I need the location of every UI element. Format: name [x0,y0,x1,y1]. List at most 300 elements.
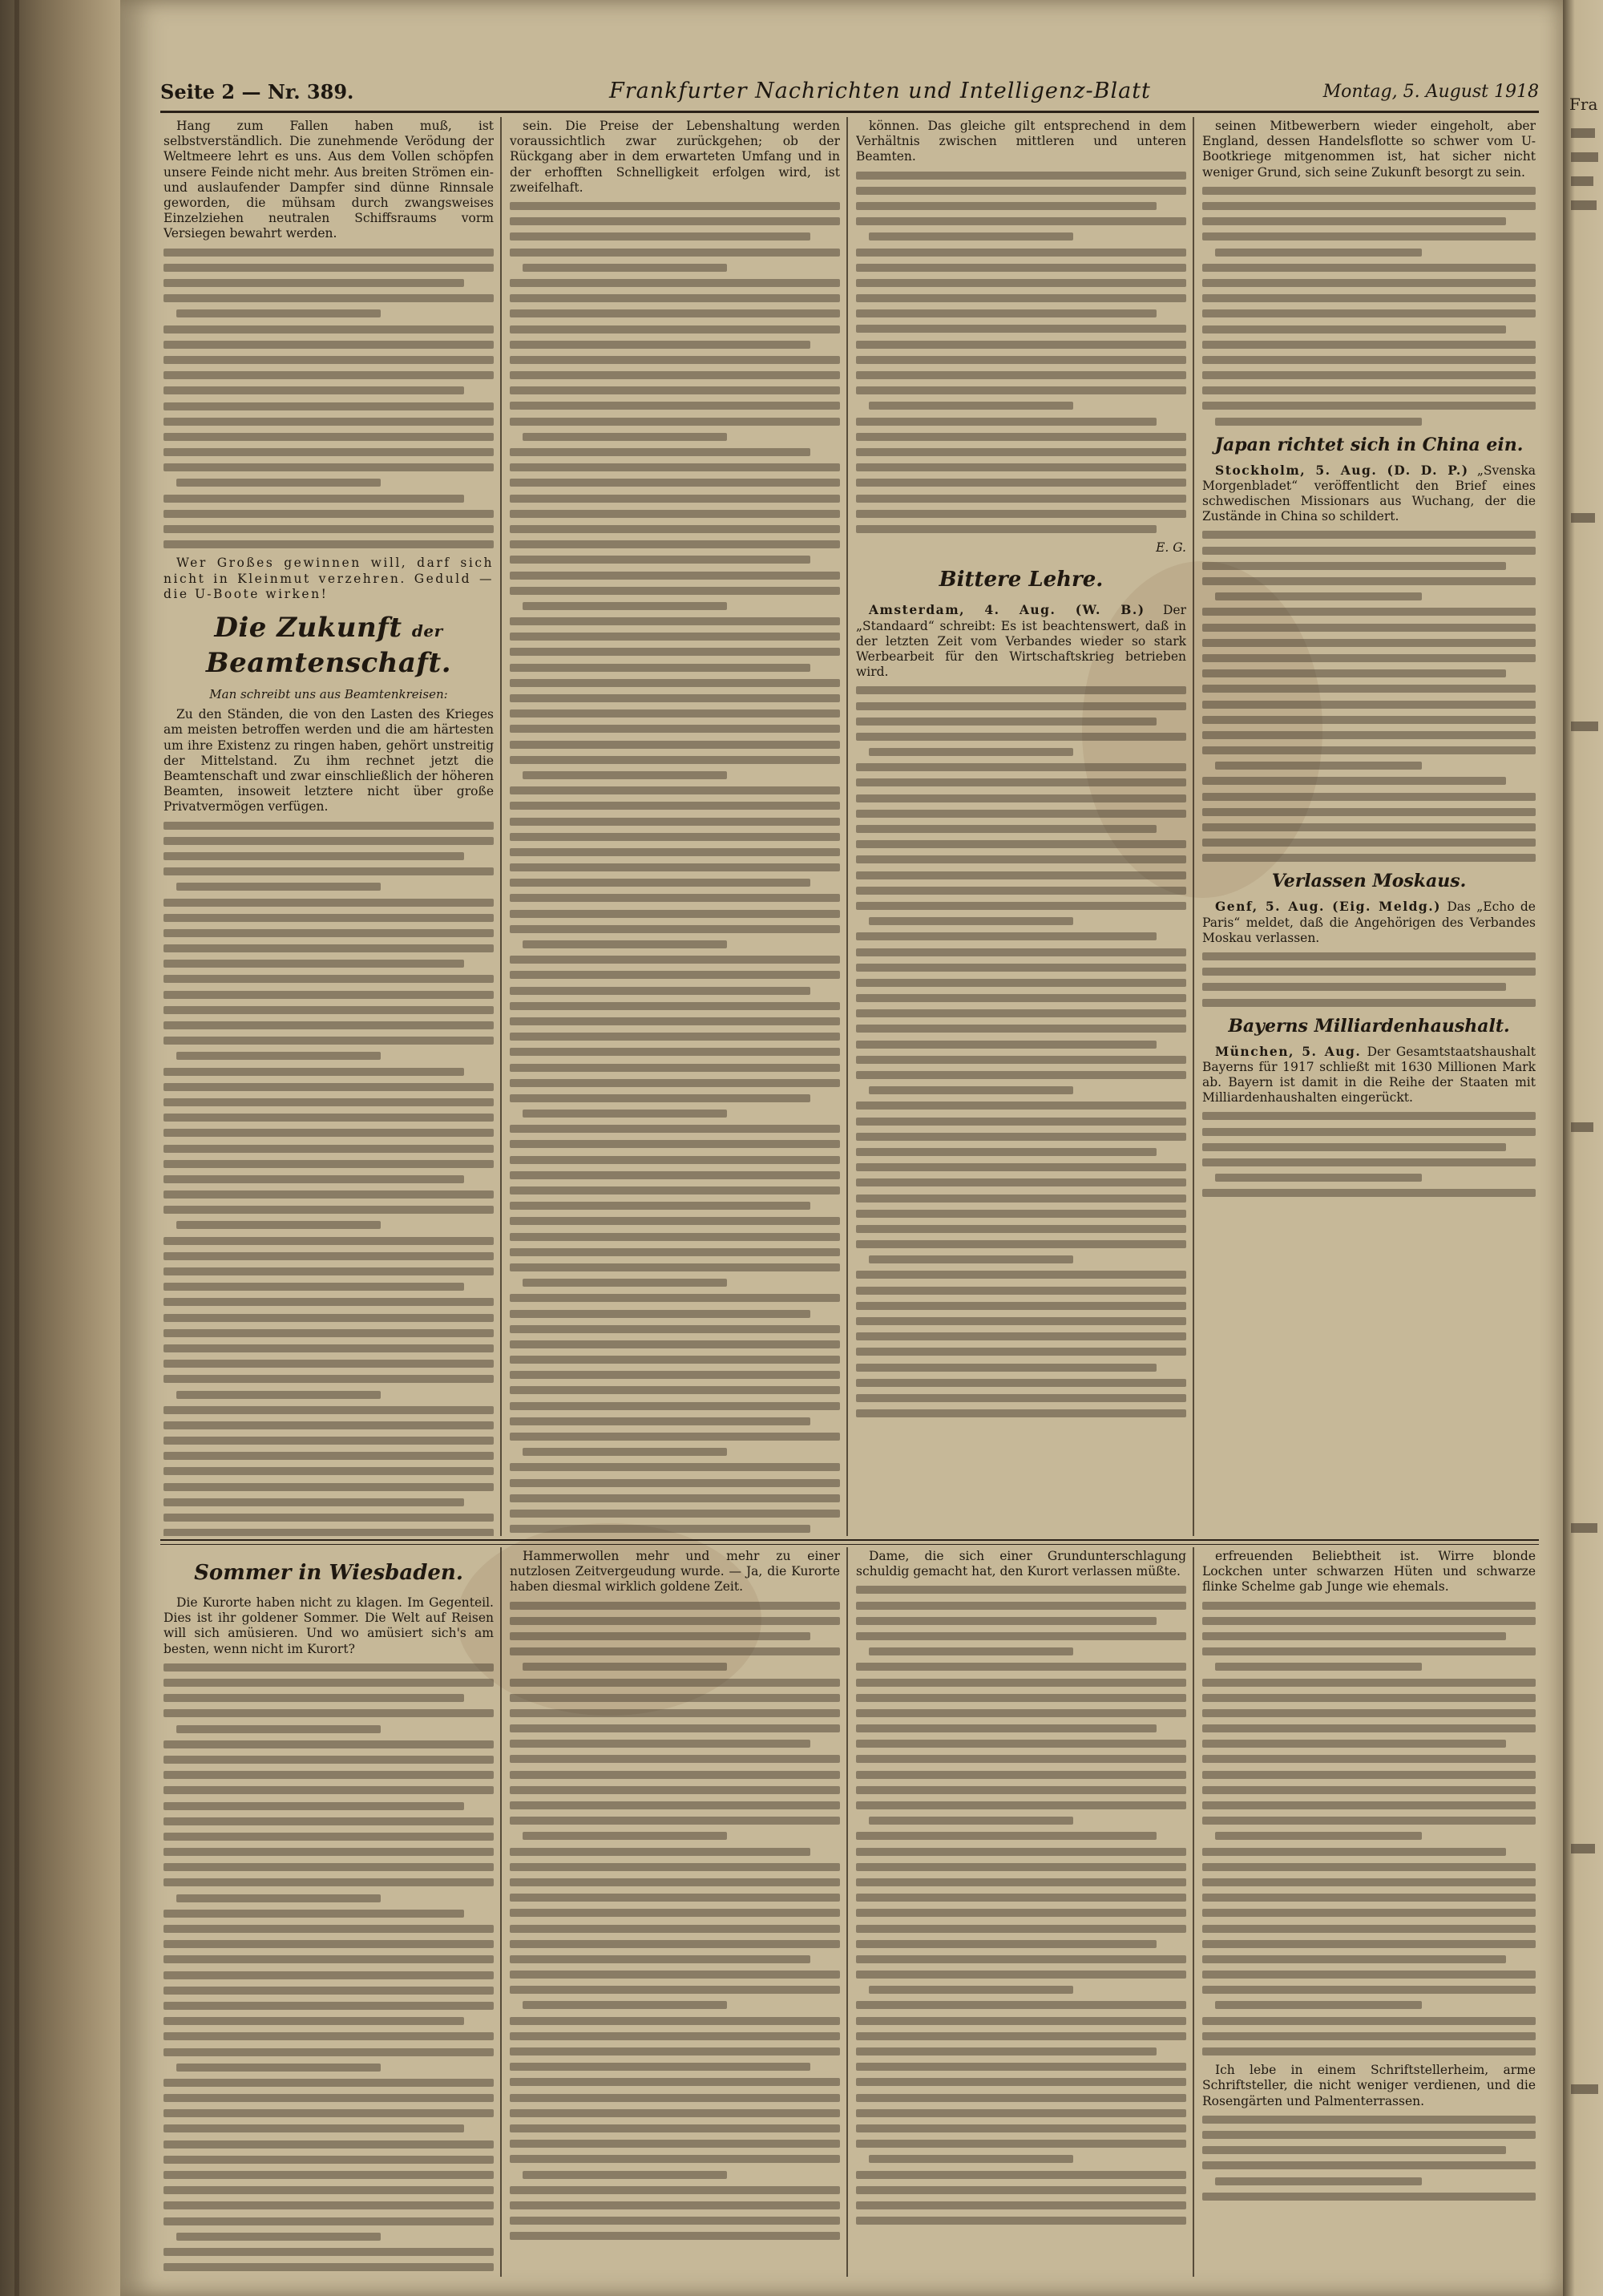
text-line [856,840,1186,848]
text-lines [510,1602,840,2241]
next-page-line [1571,513,1595,523]
text-line [510,540,840,548]
text-line [1202,1679,1536,1687]
text-line [856,979,1186,987]
text-line [1202,294,1536,302]
text-line [164,929,494,937]
text-line [1202,669,1506,677]
feuilleton-column-4 [1202,1549,1536,2275]
text-line [856,2001,1186,2009]
text-line [164,1833,494,1841]
next-page-edge [1563,0,1603,2296]
text-line [856,1771,1186,1779]
wirtschaft-text: seinen Mitbewerbern wieder eingeholt, aber England, dessen Handelsflotte so schwer vom U-Bootkriege mitgenommen ist, hat sicher nicht weniger Grund, sich seine Zukunft besorgt zu sein. [1202,119,1536,180]
text-line [164,2079,494,2087]
text-line [510,1755,840,1763]
feuilleton-column-1 [164,1549,494,2275]
text-line [510,1724,840,1732]
text-line [856,1801,1186,1809]
text-line [510,1017,840,1025]
article-signature: E. G. [1156,540,1186,556]
text-line [164,510,494,518]
text-line [1202,1694,1536,1702]
text-lines [856,1586,1186,2225]
text-line [1202,1632,1506,1640]
text-line [164,1663,494,1671]
text-line [510,1479,840,1487]
text-line [510,495,840,503]
dateline-genf: Genf, 5. Aug. (Eig. Meldg.) [1215,899,1441,915]
text-line [856,1148,1157,1156]
text-line [1202,1786,1536,1794]
text-lines [510,202,840,1536]
text-line [164,837,494,845]
text-line [510,1094,810,1102]
text-line [1202,639,1536,647]
text-line [510,1386,840,1394]
text-line [164,540,494,548]
text-line [856,1971,1186,1979]
text-line [523,1279,727,1287]
text-line [856,686,1186,694]
text-line [1202,968,1536,976]
text-line [164,2201,494,2209]
text-line [164,1083,494,1091]
text-line [164,1021,494,1029]
page-number: Seite 2 — Nr. 389. [160,80,354,103]
text-line [856,1210,1186,1218]
text-line [1202,232,1536,241]
text-line [856,2201,1186,2209]
text-line [856,1740,1186,1748]
text-line [510,1002,840,1010]
text-line [164,1709,494,1717]
text-line [164,2140,494,2148]
text-line [1202,1894,1536,1902]
text-line [510,402,840,410]
text-line [510,1848,810,1856]
next-page-line [1571,200,1597,210]
text-line [523,433,727,441]
text-line [856,1025,1186,1033]
text-line [523,264,727,272]
text-line [164,341,494,349]
text-line [164,279,464,287]
text-line [1202,341,1536,349]
text-line [510,1140,840,1148]
text-line [1202,1801,1536,1809]
text-line [510,2232,840,2240]
text-line [164,1098,494,1106]
text-line [510,1955,810,1963]
text-line [510,1863,840,1871]
text-line [869,1086,1073,1094]
text-line [510,1525,810,1533]
newspaper-page [120,0,1563,2296]
text-line [1202,1971,1536,1979]
text-line [510,679,840,687]
text-line [510,910,840,918]
text-line [510,818,840,826]
feuilleton-title: Sommer in Wiesbaden. [194,1561,463,1585]
text-line [1202,2193,1536,2201]
text-line [164,1971,494,1979]
text-line [856,1133,1186,1141]
text-lines [164,822,494,1536]
text-line [164,1467,494,1475]
text-line [869,917,1073,925]
text-line [856,1041,1157,1049]
text-line [164,448,494,456]
text-line [510,2017,840,2025]
text-line [510,709,840,718]
text-line [869,1255,1073,1263]
text-line [164,1987,494,1995]
text-line [856,871,1186,879]
text-line [510,386,840,394]
column-divider [846,1547,848,2277]
text-line [164,2032,494,2040]
text-line [176,1894,381,1902]
text-lines [1202,531,1536,862]
text-line [164,1910,464,1918]
text-line [1202,2161,1536,2169]
text-line [164,1037,494,1045]
text-line [510,2047,840,2055]
text-line [510,1402,840,1410]
text-line [1202,2047,1536,2055]
text-line [510,925,840,933]
text-line [1202,202,1536,210]
page-header [160,80,1539,109]
text-line [856,2094,1186,2102]
text-line [1202,1755,1536,1763]
text-line [1202,562,1506,570]
text-line [523,2171,727,2179]
text-line [510,971,840,979]
text-line [856,932,1157,940]
text-line [510,1709,840,1717]
text-line [856,448,1186,456]
text-line [510,1033,840,1041]
text-line [523,1663,727,1671]
text-line [856,1940,1157,1948]
text-line [510,863,840,871]
text-lines [1202,187,1536,426]
text-line [510,2032,840,2040]
next-page-line [1571,1523,1597,1533]
text-line [856,309,1157,317]
text-line [176,1221,381,1229]
u-boat-closing: Wer Großes gewinnen will, darf sich nicht in Kleinmut verzehren. Geduld — die U-Boote wirken! [164,556,494,601]
text-line [164,2156,494,2164]
text-line [1202,2116,1536,2124]
text-line [1202,654,1536,662]
text-line [1202,1709,1536,1717]
text-line [164,1817,494,1825]
text-line [164,1252,494,1260]
text-line [510,1986,840,1994]
text-line [856,810,1186,818]
text-line [510,1632,810,1640]
text-line [510,1048,840,1056]
text-line [856,249,1186,257]
issue-date: Montag, 5. August 1918 [1322,82,1539,102]
text-line [1202,808,1536,816]
text-line [856,1287,1186,1295]
text-line [164,1498,464,1506]
text-line [164,325,494,333]
beamtenschaft-text: Zu den Ständen, die von den Lasten des Krieges am meisten betroffen werden und die am härtesten um ihre Existenz zu ringen haben, gehört unstreitig der Mittelstand. Zu ihm rechnet jetzt die Beamtenschaft und zwar einschließlich der höheren Beamten, insoweit letztere nicht über große Privatvermögen verfügen. [164,707,494,815]
text-line [1202,1740,1506,1748]
text-line [1215,249,1422,257]
text-line [164,1129,494,1137]
text-line [164,249,494,257]
text-line [856,2078,1186,2086]
next-page-line [1571,1844,1595,1853]
text-line [164,852,464,860]
text-line [1202,2146,1506,2154]
text-line [164,2109,494,2117]
text-line [510,463,840,471]
text-line [1202,1940,1536,1948]
text-line [1202,279,1536,287]
text-line [510,1079,840,1087]
dateline-stockholm: Stockholm, 5. Aug. (D. D. P.) [1215,462,1469,478]
text-line [1202,356,1536,364]
text-line [164,1145,494,1153]
text-line [510,1463,840,1471]
text-line [164,1421,494,1429]
text-line [856,2186,1186,2194]
text-line [856,356,1186,364]
text-line [510,2124,840,2132]
text-line [510,1694,840,1702]
text-line [164,1344,494,1352]
text-line [856,763,1186,771]
text-line [510,1417,810,1425]
column-divider [846,117,848,1536]
article-title-beamtenschaft: Die Zukunft der Beamtenschaft. [205,611,452,679]
column-4 [1202,119,1536,1536]
text-line [510,232,810,241]
text-line [510,2186,840,2194]
text-line [510,1925,840,1933]
article-title-japan: Japan richtet sich in China ein. [1214,434,1524,455]
dateline-amsterdam: Amsterdam, 4. Aug. (W. B.) [869,602,1145,618]
text-line [510,1125,840,1133]
text-line [176,883,381,891]
next-page-line [1571,176,1593,186]
text-line [164,1514,494,1522]
text-line [510,1156,840,1164]
text-line [164,1329,494,1337]
next-page-line [1571,722,1598,731]
next-page-edge-text: Fra [1569,95,1598,114]
text-line [856,2109,1186,2117]
beamtenschaft-end: können. Das gleiche gilt entsprechend in dem Verhältnis zwischen mittleren und unteren Beamten. [856,119,1186,164]
text-line [510,217,840,225]
text-line [510,725,840,733]
text-line [856,2063,1186,2071]
text-line [1202,1602,1536,1610]
text-line [869,2155,1073,2163]
text-line [510,2217,840,2225]
text-line [856,1755,1186,1763]
text-line [176,309,381,317]
text-line [510,2155,840,2163]
text-line [164,1267,494,1275]
text-line [856,187,1186,195]
text-line [856,718,1157,726]
text-line [856,1694,1186,1702]
next-page-line [1571,128,1595,138]
text-line [510,1325,840,1333]
text-line [856,433,1186,441]
feuilleton-text-1: Die Kurorte haben nicht zu klagen. Im Gegenteil. Dies ist ihr goldener Sommer. Die Welt auf Reisen will sich amüsieren. Und wo amüsiert sich's am besten, wenn nicht im Kurort? [164,1595,494,1656]
text-line [856,2217,1186,2225]
text-line [164,1756,494,1764]
text-line [1202,1112,1536,1120]
text-line [856,1909,1186,1917]
text-line [856,1724,1157,1732]
text-line [510,1356,840,1364]
text-line [164,1679,494,1687]
text-line [510,1878,840,1886]
text-line [1202,685,1536,693]
text-line [856,525,1157,533]
column-divider [500,117,502,1536]
text-line [856,1240,1186,1248]
text-line [1202,371,1536,379]
text-line [1202,2017,1536,2025]
text-line [856,1348,1186,1356]
text-line [510,1340,840,1348]
text-line [1202,264,1536,272]
text-line [164,1283,464,1291]
text-line [510,587,840,595]
text-line [1202,1925,1536,1933]
text-line [856,1302,1186,1310]
text-line [856,386,1186,394]
next-page-line [1571,1122,1593,1132]
text-line [1202,2131,1536,2139]
text-line [1202,402,1536,410]
text-line [164,1190,494,1199]
text-line [510,1064,840,1072]
text-line [164,1848,494,1856]
text-line [1202,531,1536,539]
text-line [510,833,840,841]
text-line [164,2002,494,2010]
text-line [1202,1771,1536,1779]
text-line [164,1375,494,1383]
text-line [856,855,1186,863]
text-line [510,2140,840,2148]
text-line [164,264,494,272]
text-line [856,2140,1186,2148]
text-line [856,1632,1186,1640]
column-2 [510,119,840,1536]
text-line [523,602,727,610]
text-line [856,371,1186,379]
text-line [523,771,727,779]
text-line [510,1740,810,1748]
text-line [164,1452,494,1460]
column-divider [1193,117,1194,1536]
text-line [856,1586,1186,1594]
text-line [1202,325,1506,333]
text-line [856,1194,1186,1203]
text-line [164,402,494,410]
binding-stripe [14,0,19,2296]
text-line [510,802,840,810]
text-line [856,1955,1186,1963]
text-line [164,822,494,830]
text-line [164,1406,494,1414]
text-line [510,356,840,364]
text-line [1215,2001,1422,2009]
text-line [164,1955,494,1963]
text-line [1202,839,1536,847]
text-line [510,1371,840,1379]
text-line [510,1171,840,1179]
text-line [523,1448,727,1456]
text-line [856,1679,1186,1687]
text-line [1202,217,1506,225]
text-line [523,940,727,948]
text-line [1202,309,1536,317]
text-lines [1202,952,1536,1007]
text-line [164,975,494,983]
text-line [1202,701,1536,709]
text-line [856,1317,1186,1325]
text-line [164,386,464,394]
text-line [510,694,840,702]
text-line [164,1006,494,1014]
text-line [1215,418,1422,426]
text-line [510,617,840,625]
bittere-lehre-text: Der „Standaard“ schreibt: Es ist beachtenswert, daß in der letzten Zeit vom Verbandes wieder so stark Werbearbeit für den Wirtschaftskrieg betrieben wird. [856,603,1186,680]
text-line [1202,854,1536,862]
text-line [869,1817,1073,1825]
text-line [1202,577,1536,585]
text-line [510,510,840,518]
text-line [523,2001,727,2009]
next-page-line [1571,152,1598,162]
text-line [856,325,1186,333]
text-line [510,1602,840,1610]
text-lines [856,686,1186,1417]
text-line [869,748,1073,756]
text-line [164,899,494,907]
feuilleton-text-3: Dame, die sich einer Grundunterschlagung schuldig gemacht hat, den Kurort verlassen müßte. [856,1549,1186,1579]
text-lines [856,172,1186,533]
text-line [856,1863,1186,1871]
text-line [856,1225,1186,1233]
text-line [856,1163,1186,1171]
text-line [856,1056,1186,1064]
text-line [510,525,840,533]
column-divider [1193,1547,1194,2277]
text-line [164,914,494,922]
text-line [164,463,494,471]
text-line [510,1617,840,1625]
text-line [176,1725,381,1733]
text-line [510,309,840,317]
next-page-line [1571,2084,1598,2094]
feuilleton-closing: Ich lebe in einem Schriftstellerheim, arme Schriftsteller, die nicht weniger verdienen, und die Rosengärten und Palmenterrassen. [1202,2063,1536,2108]
